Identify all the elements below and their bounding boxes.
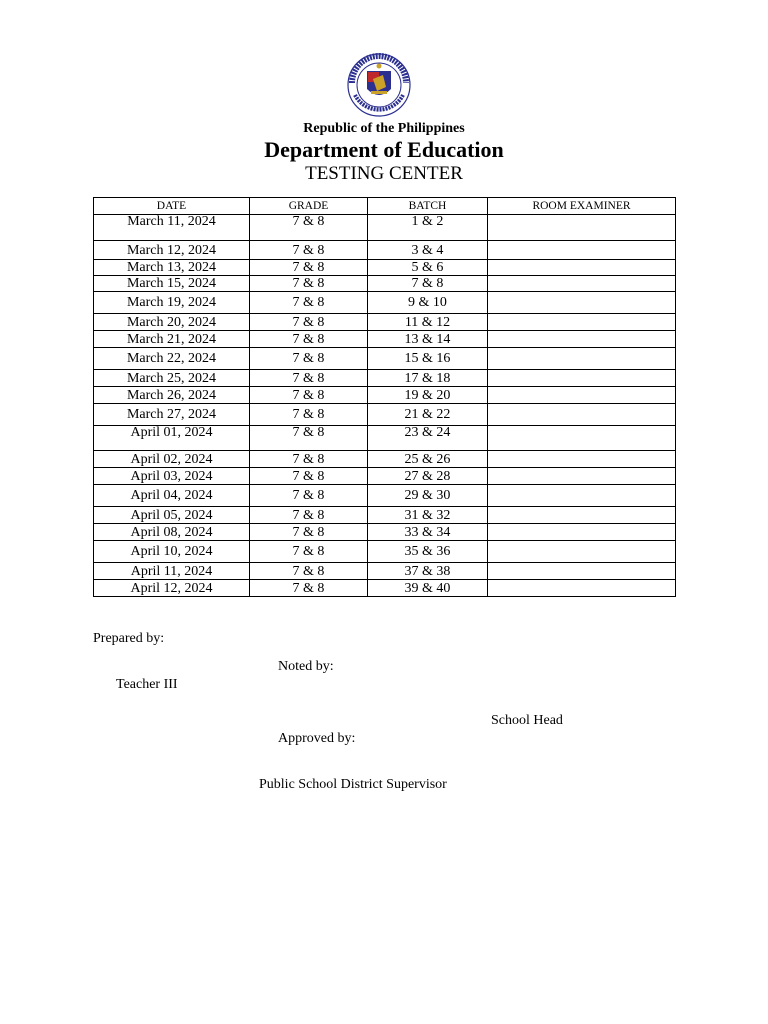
column-header-batch: BATCH [368,198,488,215]
table-row [94,563,676,580]
cell-grade: 7 & 8 [250,348,368,370]
table-row [94,276,676,292]
cell-batch: 3 & 4 [368,241,488,260]
cell-grade: 7 & 8 [250,215,368,241]
cell-date: March 19, 2024 [94,292,250,314]
noted-by-label: Noted by: [278,659,334,674]
cell-date: March 13, 2024 [94,260,250,276]
cell-batch: 25 & 26 [368,451,488,468]
cell-room-examiner [488,485,676,507]
cell-date: April 08, 2024 [94,524,250,541]
table-row [94,348,676,370]
cell-date: March 22, 2024 [94,348,250,370]
table-body [94,215,676,597]
table-row [94,580,676,597]
approved-by-title: Public School District Supervisor [259,777,447,792]
table-row [94,426,676,451]
column-header-grade: GRADE [250,198,368,215]
cell-date: March 25, 2024 [94,370,250,387]
table-row [94,292,676,314]
cell-batch: 23 & 24 [368,426,488,451]
cell-grade: 7 & 8 [250,314,368,331]
cell-grade: 7 & 8 [250,507,368,524]
cell-room-examiner [488,541,676,563]
cell-date: March 15, 2024 [94,276,250,292]
cell-room-examiner [488,292,676,314]
cell-grade: 7 & 8 [250,426,368,451]
cell-date: April 02, 2024 [94,451,250,468]
cell-grade: 7 & 8 [250,468,368,485]
table-row [94,370,676,387]
table-row [94,507,676,524]
republic-heading: Republic of the Philippines [303,121,465,136]
cell-date: April 12, 2024 [94,580,250,597]
cell-room-examiner [488,524,676,541]
cell-grade: 7 & 8 [250,331,368,348]
cell-room-examiner [488,387,676,404]
table-row [94,314,676,331]
table-row [94,404,676,426]
cell-room-examiner [488,331,676,348]
table-row [94,260,676,276]
cell-room-examiner [488,260,676,276]
cell-batch: 35 & 36 [368,541,488,563]
cell-date: April 01, 2024 [94,426,250,451]
cell-batch: 1 & 2 [368,215,488,241]
cell-date: March 12, 2024 [94,241,250,260]
cell-batch: 11 & 12 [368,314,488,331]
cell-date: April 11, 2024 [94,563,250,580]
cell-batch: 37 & 38 [368,563,488,580]
cell-batch: 5 & 6 [368,260,488,276]
cell-date: March 27, 2024 [94,404,250,426]
table-row [94,241,676,260]
cell-room-examiner [488,507,676,524]
cell-room-examiner [488,241,676,260]
cell-room-examiner [488,563,676,580]
cell-date: March 11, 2024 [94,215,250,241]
cell-batch: 33 & 34 [368,524,488,541]
cell-batch: 31 & 32 [368,507,488,524]
cell-batch: 29 & 30 [368,485,488,507]
cell-batch: 15 & 16 [368,348,488,370]
cell-grade: 7 & 8 [250,260,368,276]
cell-room-examiner [488,348,676,370]
cell-date: March 26, 2024 [94,387,250,404]
cell-grade: 7 & 8 [250,485,368,507]
cell-batch: 7 & 8 [368,276,488,292]
column-header-date: DATE [94,198,250,215]
cell-date: April 04, 2024 [94,485,250,507]
prepared-by-label: Prepared by: [93,631,165,646]
cell-room-examiner [488,314,676,331]
cell-batch: 21 & 22 [368,404,488,426]
cell-grade: 7 & 8 [250,563,368,580]
cell-grade: 7 & 8 [250,276,368,292]
table-row [94,451,676,468]
table-row [94,331,676,348]
cell-date: March 21, 2024 [94,331,250,348]
approved-by-label: Approved by: [278,731,356,746]
cell-date: April 05, 2024 [94,507,250,524]
cell-room-examiner [488,370,676,387]
cell-room-examiner [488,451,676,468]
table-row [94,485,676,507]
table-row [94,387,676,404]
cell-batch: 9 & 10 [368,292,488,314]
cell-batch: 39 & 40 [368,580,488,597]
table-row [94,468,676,485]
cell-date: March 20, 2024 [94,314,250,331]
cell-grade: 7 & 8 [250,292,368,314]
cell-grade: 7 & 8 [250,541,368,563]
department-heading: Department of Education [264,137,504,162]
table-row [94,215,676,241]
cell-batch: 27 & 28 [368,468,488,485]
noted-by-title: School Head [491,713,563,728]
testing-schedule-table [93,197,676,597]
table-header-row [94,198,676,215]
cell-batch: 17 & 18 [368,370,488,387]
cell-date: April 10, 2024 [94,541,250,563]
cell-room-examiner [488,215,676,241]
column-header-room-examiner: ROOM EXAMINER [488,198,676,215]
cell-room-examiner [488,276,676,292]
cell-room-examiner [488,468,676,485]
cell-grade: 7 & 8 [250,580,368,597]
table-row [94,524,676,541]
deped-seal-logo [339,53,419,117]
cell-grade: 7 & 8 [250,387,368,404]
cell-grade: 7 & 8 [250,404,368,426]
cell-date: April 03, 2024 [94,468,250,485]
cell-grade: 7 & 8 [250,370,368,387]
prepared-by-title: Teacher III [116,677,178,692]
cell-batch: 19 & 20 [368,387,488,404]
cell-batch: 13 & 14 [368,331,488,348]
cell-room-examiner [488,404,676,426]
testing-center-title: TESTING CENTER [305,163,463,184]
cell-grade: 7 & 8 [250,451,368,468]
cell-room-examiner [488,426,676,451]
cell-grade: 7 & 8 [250,241,368,260]
cell-grade: 7 & 8 [250,524,368,541]
cell-room-examiner [488,580,676,597]
table-row [94,541,676,563]
